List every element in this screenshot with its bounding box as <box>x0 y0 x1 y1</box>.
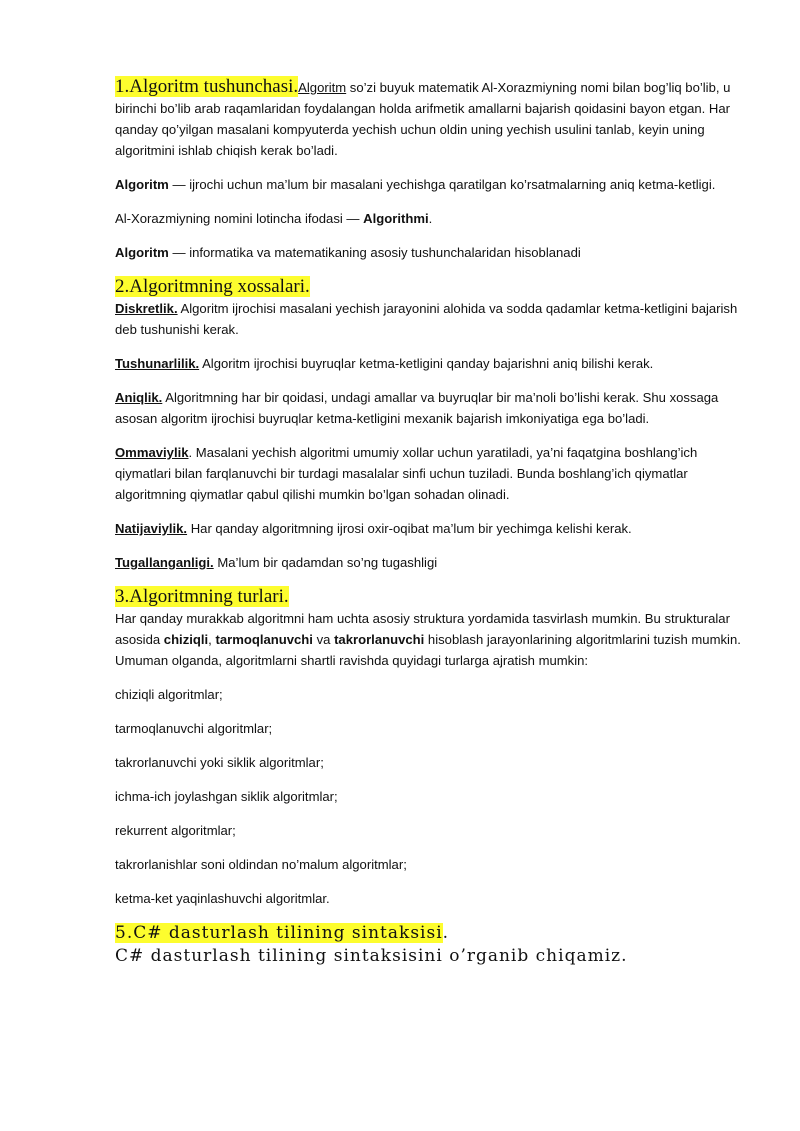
algorithm-type-item: ichma-ich joylashgan siklik algoritmlar; <box>115 789 338 804</box>
definition-3-text: — informatika va matematikaning asosiy tushunchalaridan hisoblanadi <box>168 245 581 260</box>
definition-3 <box>115 242 745 263</box>
definition-1-text: — ijrochi uchun ma’lum bir masalani yechishga qaratilgan ko’rsatmalarning aniq ketma-ketligi. <box>168 177 716 192</box>
section3-intro-text: Har qanday murakkab algoritmni ham uchta asosiy struktura yordamida tasvirlash mumkin. Bu strukturalar asosida <box>115 611 730 647</box>
separator: va <box>312 632 335 647</box>
section1-intro-text: so’zi buyuk matematik Al-Xorazmiyning nomi bilan bog’liq bo’lib, u birinchi bo’lib arab raqamlaridan foydalangan holda arifmetik amallarni bajarish qoidasini bayon etgan. Har qanday qo’yilgan masalani kompyuterda yechish uchun oldin uning yechish usulini tanlab, keyin uning algoritmini ishlab chiqish kerak bo’ladi. <box>115 80 731 158</box>
property-term: Ommaviylik <box>115 445 189 460</box>
section1-intro-paragraph <box>115 76 745 161</box>
algorithm-type-item: tarmoqlanuvchi algoritmlar; <box>115 721 273 736</box>
algorithm-type-item: chiziqli algoritmlar; <box>115 687 223 702</box>
definition-2-text: Al-Xorazmiyning nomini lotincha ifodasi — <box>115 211 364 226</box>
algorithm-type-item: rekurrent algoritmlar; <box>115 823 236 838</box>
definition-2-term: Algorithmi <box>363 211 429 226</box>
algorithm-type-item: ketma-ket yaqinlashuvchi algoritmlar. <box>115 891 330 906</box>
bold-term-chiziqli: chiziqli <box>163 632 209 647</box>
section2-heading: 2.Algoritmning xossalari. <box>115 276 310 297</box>
section3-intro-text-end: hisoblash jarayonlarining algoritmlarini tuzish mumkin. Umuman olganda, algoritmlarni shartli ravishda quyidagi turlarga ajratish mumkin: <box>115 632 741 668</box>
property-term: Diskretlik. <box>115 301 178 316</box>
property-aniqlik <box>115 387 745 429</box>
property-text: Algoritm ijrochisi masalani yechish jarayonini alohida va sodda qadamlar ketma-ketligini bajarish deb tushunishi kerak. <box>115 301 738 337</box>
definition-1-term: Algoritm <box>115 177 169 192</box>
section5-text: C# dasturlash tilining sintaksisini o’rganib chiqamiz. <box>115 946 628 966</box>
section3-heading: 3.Algoritmning turlari. <box>115 586 289 607</box>
section3-heading-line <box>115 586 745 608</box>
definition-2 <box>115 208 745 229</box>
section5-heading-line <box>115 922 745 945</box>
section3-intro-paragraph <box>115 608 745 671</box>
bold-term-tarmoqlanuvchi: tarmoqlanuvchi <box>215 632 313 647</box>
property-diskretlik <box>115 298 745 340</box>
property-text: Ma’lum bir qadamdan so’ng tugashligi <box>213 555 438 570</box>
property-term: Natijaviylik. <box>115 521 188 536</box>
definition-1 <box>115 174 745 195</box>
property-text: Algoritmning har bir qoidasi, undagi amallar va buyruqlar bir ma’noli bo’lishi kerak. Shu xossaga asosan algoritm ijrochisi buyruqlar ketma-ketligini mexanik bajarish imkoniyatiga ega bo’ladi. <box>115 390 719 426</box>
bold-term-takrorlanuvchi: takrorlanuvchi <box>334 632 425 647</box>
property-text: Har qanday algoritmning ijrosi oxir-oqibat ma’lum bir yechimga kelishi kerak. <box>187 521 632 536</box>
property-text: Algoritm ijrochisi buyruqlar ketma-ketligini qanday bajarishni aniq bilishi kerak. <box>199 356 654 371</box>
section5-heading-end: . <box>442 923 450 943</box>
section1-heading: 1.Algoritm tushunchasi. <box>115 76 299 97</box>
algoritm-underlined-word: Algoritm <box>298 80 347 95</box>
document-page <box>115 76 745 968</box>
property-term: Tushunarlilik. <box>115 356 200 371</box>
property-ommaviylik <box>115 442 745 505</box>
algorithm-type-item: takrorlanishlar soni oldindan no’malum algoritmlar; <box>115 857 407 872</box>
definition-3-term: Algoritm <box>115 245 169 260</box>
section2-heading-line <box>115 276 745 298</box>
algorithm-type-item: takrorlanuvchi yoki siklik algoritmlar; <box>115 755 324 770</box>
separator: , <box>208 632 216 647</box>
property-term: Tugallanganligi. <box>115 555 214 570</box>
section5-heading: 5.C# dasturlash tilining sintaksisi <box>115 923 443 943</box>
property-tugallanganligi <box>115 552 745 573</box>
property-natijaviylik <box>115 518 745 539</box>
property-text: . Masalani yechish algoritmi umumiy xollar uchun yaratiladi, ya’ni faqatgina boshlang’ich qiymatlari bilan farqlanuvchi bir turdagi masalalar sinfi uchun tuziladi. Bunda boshlang’ich qiymatlar algoritmning qiymatlar qabul qilishi mumkin bo’lgan sohadan olinadi. <box>115 445 698 502</box>
property-term: Aniqlik. <box>115 390 163 405</box>
property-tushunarlilik <box>115 353 745 374</box>
definition-2-end: . <box>428 211 433 226</box>
